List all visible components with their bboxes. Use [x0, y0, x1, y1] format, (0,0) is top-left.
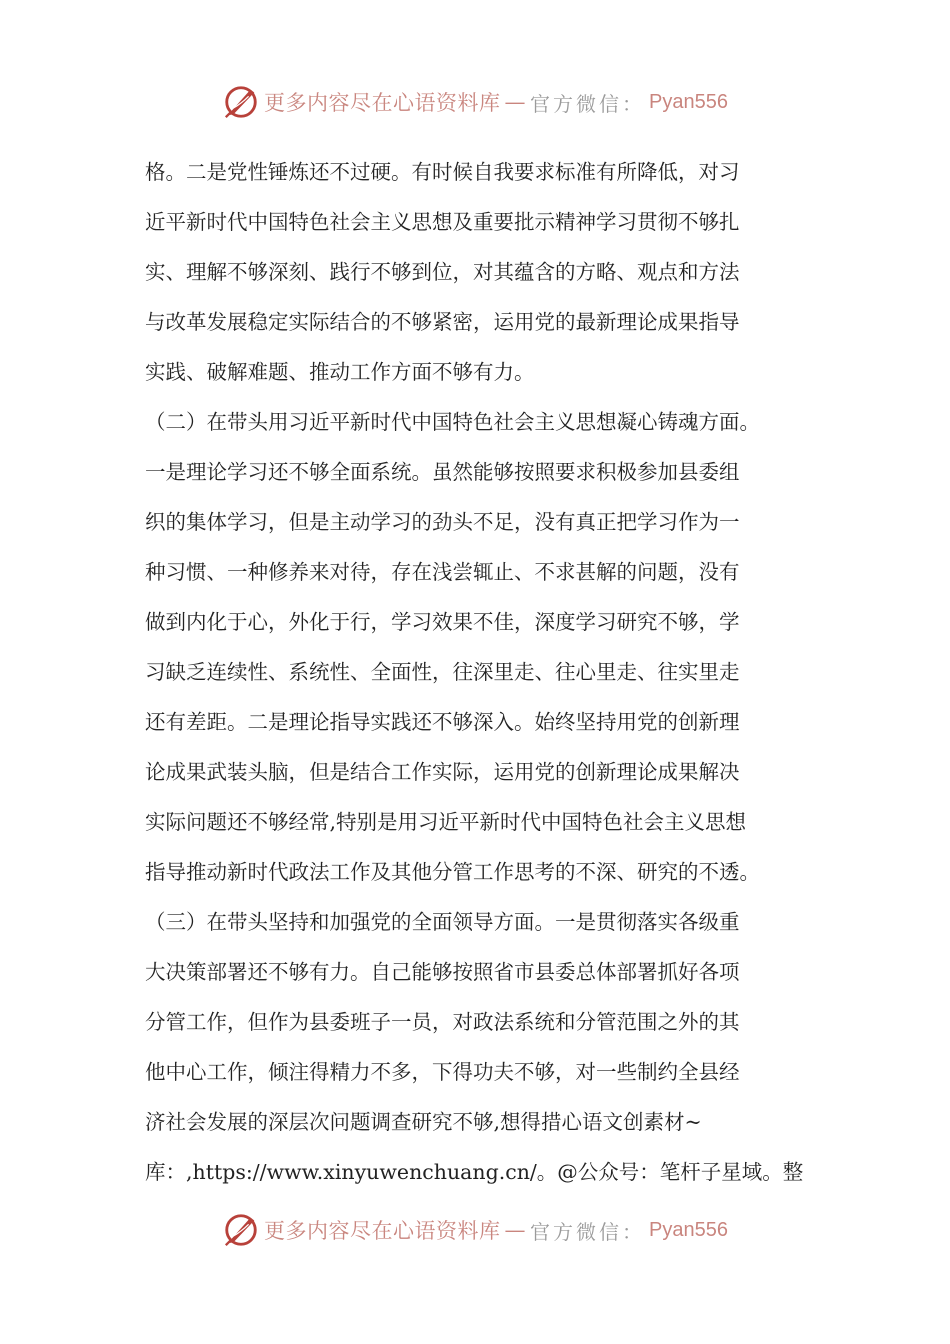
- banner-brand-text: 更多内容尽在心语资料库: [264, 91, 501, 115]
- body-line: （二）在带头用习近平新时代中国特色社会主义思想凝心铸魂方面。: [145, 410, 760, 434]
- banner-dash: —: [504, 1218, 527, 1242]
- body-line: 库：,https://www.xinyuwenchuang.cn/。@公众号：笔杆子星域。整: [145, 1160, 804, 1184]
- banner-contact-label: 官方微信：: [530, 1219, 646, 1244]
- body-line: 大决策部署还不够有力。自己能够按照省市县委总体部署抓好各项: [145, 960, 740, 984]
- body-line: 一是理论学习还不够全面系统。虽然能够按照要求积极参加县委组: [145, 460, 740, 484]
- banner-brand-text: 更多内容尽在心语资料库: [264, 1219, 501, 1243]
- body-line: 他中心工作，倾注得精力不多，下得功夫不够，对一些制约全县经: [145, 1060, 740, 1084]
- body-line: 织的集体学习，但是主动学习的劲头不足，没有真正把学习作为一: [145, 510, 740, 534]
- body-line: 种习惯、一种修养来对待，存在浅尝辄止、不求甚解的问题，没有: [145, 560, 740, 584]
- body-line: 近平新时代中国特色社会主义思想及重要批示精神学习贯彻不够扎: [145, 210, 740, 234]
- body-line: 格。二是党性锤炼还不过硬。有时候自我要求标准有所降低，对习: [145, 160, 740, 184]
- banner-contact-id: Pyan556: [649, 1218, 728, 1241]
- quill-logo-icon: [222, 1211, 260, 1249]
- body-line: 习缺乏连续性、系统性、全面性，往深里走、往心里走、往实里走: [145, 660, 740, 684]
- body-line: （三）在带头坚持和加强党的全面领导方面。一是贯彻落实各级重: [145, 910, 740, 934]
- body-line: 还有差距。二是理论指导实践还不够深入。始终坚持用党的创新理: [145, 710, 740, 734]
- body-line: 分管工作，但作为县委班子一员，对政法系统和分管范围之外的其: [145, 1010, 740, 1034]
- banner-contact-id: Pyan556: [649, 90, 728, 113]
- body-line: 论成果武装头脑，但是结合工作实际，运用党的创新理论成果解决: [145, 760, 740, 784]
- body-line: 实、理解不够深刻、践行不够到位，对其蕴含的方略、观点和方法: [145, 260, 740, 284]
- banner-dash: —: [504, 90, 527, 114]
- footer-banner: [0, 1208, 950, 1252]
- quill-logo-icon: [222, 83, 260, 121]
- document-body: [145, 147, 810, 1197]
- banner-contact-label: 官方微信：: [530, 91, 646, 116]
- body-line: 济社会发展的深层次问题调查研究不够,想得措心语文创素材~: [145, 1110, 702, 1134]
- body-line: 实践、破解难题、推动工作方面不够有力。: [145, 360, 535, 384]
- body-line: 与改革发展稳定实际结合的不够紧密，运用党的最新理论成果指导: [145, 310, 740, 334]
- header-banner: [0, 80, 950, 124]
- body-line: 做到内化于心，外化于行，学习效果不佳，深度学习研究不够，学: [145, 610, 740, 634]
- body-line: 指导推动新时代政法工作及其他分管工作思考的不深、研究的不透。: [145, 860, 760, 884]
- body-line: 实际问题还不够经常,特别是用习近平新时代中国特色社会主义思想: [145, 810, 747, 834]
